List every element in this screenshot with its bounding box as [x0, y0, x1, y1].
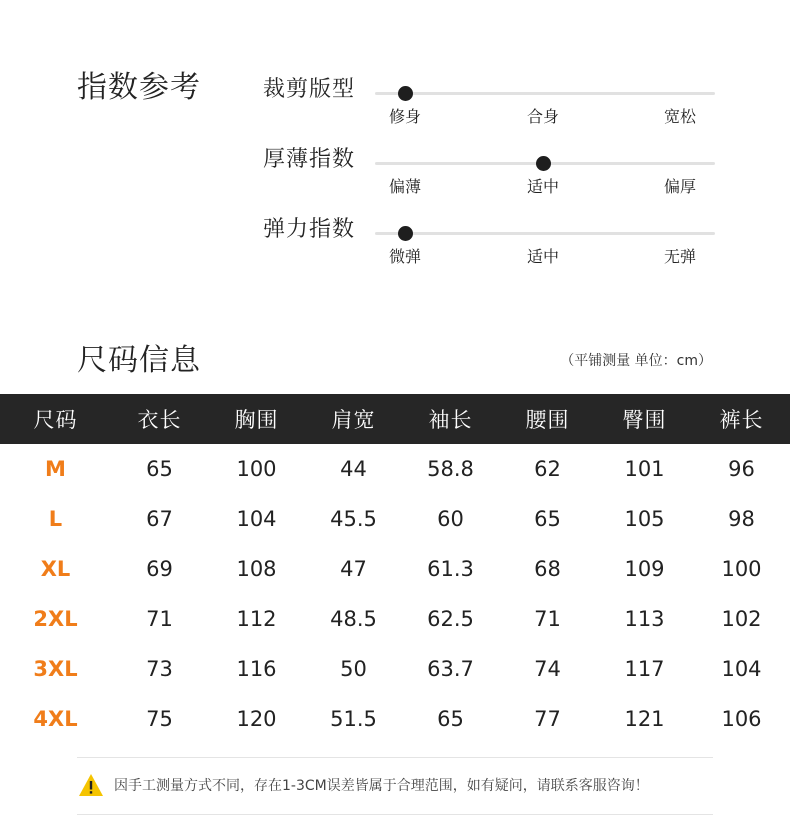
scale-row — [0, 212, 790, 282]
scale-indicator — [398, 86, 413, 101]
size-title: 尺码信息 — [77, 343, 201, 378]
table-cell: 101 — [624, 457, 665, 481]
table-header-cell: 臀围 — [622, 408, 667, 432]
table-cell: 68 — [534, 557, 561, 581]
table-cell: 100 — [236, 457, 277, 481]
table-cell: 50 — [340, 657, 367, 681]
table-cell: 62 — [534, 457, 561, 481]
scale-label: 裁剪版型 — [263, 77, 356, 102]
scale-label: 弹力指数 — [263, 217, 356, 242]
size-label-cell: XL — [40, 557, 71, 581]
table-cell: 62.5 — [427, 607, 474, 631]
size-label-cell: 2XL — [33, 607, 78, 631]
size-label-cell: 3XL — [33, 657, 78, 681]
scale-tick-label: 适中 — [526, 247, 560, 266]
table-cell: 65 — [146, 457, 173, 481]
table-cell: 65 — [437, 707, 464, 731]
scale-indicator — [536, 156, 551, 171]
table-row — [0, 694, 790, 744]
scale-row — [0, 72, 790, 142]
table-cell: 77 — [534, 707, 561, 731]
scale-track — [375, 92, 715, 95]
scale-row — [0, 142, 790, 212]
table-header-cell: 裤长 — [719, 408, 764, 432]
table-header-cell: 袖长 — [428, 408, 473, 432]
table-cell: 67 — [146, 507, 173, 531]
scale-tick-label: 适中 — [526, 177, 560, 196]
table-cell: 48.5 — [330, 607, 377, 631]
scale-track — [375, 232, 715, 235]
table-header-cell: 胸围 — [234, 408, 279, 432]
table-cell: 75 — [146, 707, 173, 731]
divider-top — [77, 757, 713, 758]
table-cell: 58.8 — [427, 457, 474, 481]
table-cell: 121 — [624, 707, 665, 731]
table-row — [0, 594, 790, 644]
table-header-cell: 腰围 — [525, 408, 570, 432]
table-cell: 51.5 — [330, 707, 377, 731]
table-cell: 74 — [534, 657, 561, 681]
table-cell: 106 — [721, 707, 762, 731]
size-label-cell: M — [45, 457, 66, 481]
table-row — [0, 444, 790, 494]
scale-tick-label: 微弹 — [388, 247, 422, 266]
scale-tick-label: 合身 — [526, 107, 560, 126]
table-cell: 104 — [236, 507, 277, 531]
table-cell: 61.3 — [427, 557, 474, 581]
table-cell: 112 — [236, 607, 277, 631]
table-cell: 69 — [146, 557, 173, 581]
table-cell: 63.7 — [427, 657, 474, 681]
index-title: 指数参考 — [77, 70, 201, 105]
size-table — [0, 394, 790, 744]
notice-text: 因手工测量方式不同，存在1-3CM误差皆属于合理范围，如有疑问，请联系客服咨询！ — [114, 778, 649, 794]
size-label-cell: L — [48, 507, 63, 531]
table-cell: 105 — [624, 507, 665, 531]
table-header-cell: 肩宽 — [331, 408, 376, 432]
size-table-header — [0, 394, 790, 444]
scale-tick-label: 偏薄 — [388, 177, 422, 196]
table-header-cell: 尺码 — [33, 408, 78, 432]
notice-row — [78, 773, 649, 797]
scale-label: 厚薄指数 — [263, 147, 356, 172]
table-cell: 45.5 — [330, 507, 377, 531]
table-cell: 73 — [146, 657, 173, 681]
table-row — [0, 494, 790, 544]
warning-icon — [78, 773, 104, 797]
size-unit-note: （平铺测量 单位：cm） — [560, 353, 712, 369]
table-cell: 96 — [728, 457, 755, 481]
scale-tick-label: 无弹 — [663, 247, 697, 266]
table-cell: 116 — [236, 657, 277, 681]
table-cell: 113 — [624, 607, 665, 631]
size-table-body — [0, 444, 790, 744]
table-header-cell: 衣长 — [137, 408, 182, 432]
size-label-cell: 4XL — [33, 707, 78, 731]
table-row — [0, 544, 790, 594]
table-cell: 71 — [146, 607, 173, 631]
divider-bottom — [77, 814, 713, 815]
table-cell: 109 — [624, 557, 665, 581]
scale-tick-label: 偏厚 — [663, 177, 697, 196]
table-cell: 120 — [236, 707, 277, 731]
table-cell: 71 — [534, 607, 561, 631]
table-cell: 117 — [624, 657, 665, 681]
table-cell: 100 — [721, 557, 762, 581]
scale-tick-label: 修身 — [388, 107, 422, 126]
table-row — [0, 644, 790, 694]
table-cell: 108 — [236, 557, 277, 581]
scale-indicator — [398, 226, 413, 241]
table-cell: 65 — [534, 507, 561, 531]
table-cell: 102 — [721, 607, 762, 631]
table-cell: 98 — [728, 507, 755, 531]
table-cell: 104 — [721, 657, 762, 681]
table-cell: 44 — [340, 457, 367, 481]
scale-tick-label: 宽松 — [663, 107, 697, 126]
table-cell: 47 — [340, 557, 367, 581]
table-cell: 60 — [437, 507, 464, 531]
